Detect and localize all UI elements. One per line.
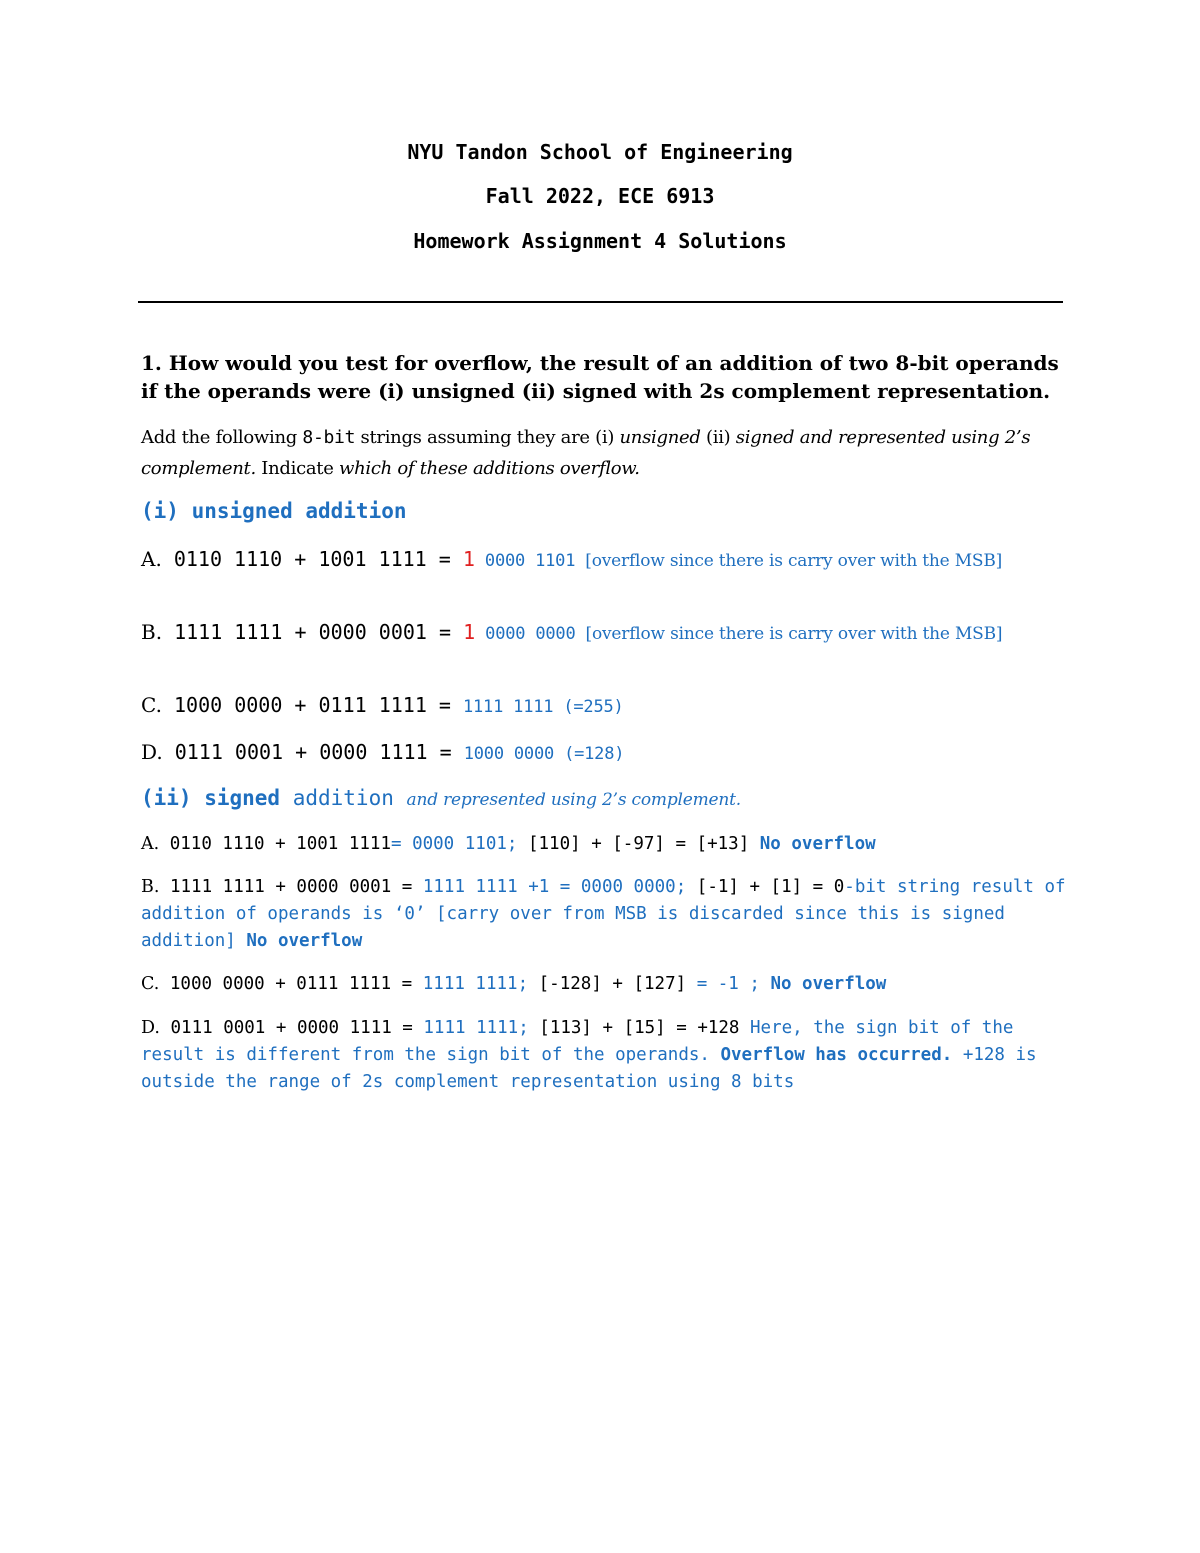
header-course: Fall 2022, ECE 6913 bbox=[485, 184, 715, 208]
question-1 bbox=[141, 349, 1066, 405]
signed-item-a: A. 0110 1110 + 1001 1111= 0000 1101; [110] + [-97] = [+13] No overflow bbox=[141, 834, 876, 854]
header-divider bbox=[138, 301, 1063, 303]
header-school: NYU Tandon School of Engineering bbox=[407, 140, 793, 164]
signed-item-c: C. 1000 0000 + 0111 1111 = 1111 1111; [-128] + [127] = -1 ; No overflow bbox=[141, 974, 887, 994]
unsigned-item-a: A. 0110 1110 + 1001 1111 = 1 0000 1101 [overflow since there is carry over with the MSB] bbox=[141, 547, 1003, 571]
intro-paragraph: Add the following 8-bit strings assuming they are (i) unsigned (ii) signed and represented using 2’s complement. Indicate which of these additions overflow. bbox=[141, 427, 1031, 479]
question-number: 1. bbox=[141, 351, 162, 375]
unsigned-item-b: B. 1111 1111 + 0000 0001 = 1 0000 0000 [overflow since there is carry over with the MSB] bbox=[141, 620, 1003, 644]
question-text: How would you test for overflow, the result of an addition of two 8-bit operands if the operands were (i) unsigned (ii) signed with 2s complement representation. bbox=[141, 351, 1059, 403]
header-title: Homework Assignment 4 Solutions bbox=[413, 229, 787, 253]
unsigned-heading: (i) unsigned addition bbox=[141, 499, 407, 523]
unsigned-item-c: C. 1000 0000 + 0111 1111 = 1111 1111 (=255) bbox=[141, 693, 624, 717]
signed-item-d: D. 0111 0001 + 0000 1111 = 1111 1111; [113] + [15] = +128 Here, the sign bit of the result is different from the sign bit of the operands. Overflow has occurred. +128 is outside the range of 2s complement representation using 8 bits bbox=[141, 1018, 1037, 1092]
signed-heading: (ii) signed addition and represented using 2’s complement. bbox=[141, 786, 741, 810]
unsigned-item-d: D. 0111 0001 + 0000 1111 = 1000 0000 (=128) bbox=[141, 740, 625, 764]
signed-item-b: B. 1111 1111 + 0000 0001 = 1111 1111 +1 = 0000 0000; [-1] + [1] = 0-bit string result of addition of operands is ‘0’ [carry over from MSB is discarded since this is signed addition] No overflow bbox=[141, 877, 1066, 951]
